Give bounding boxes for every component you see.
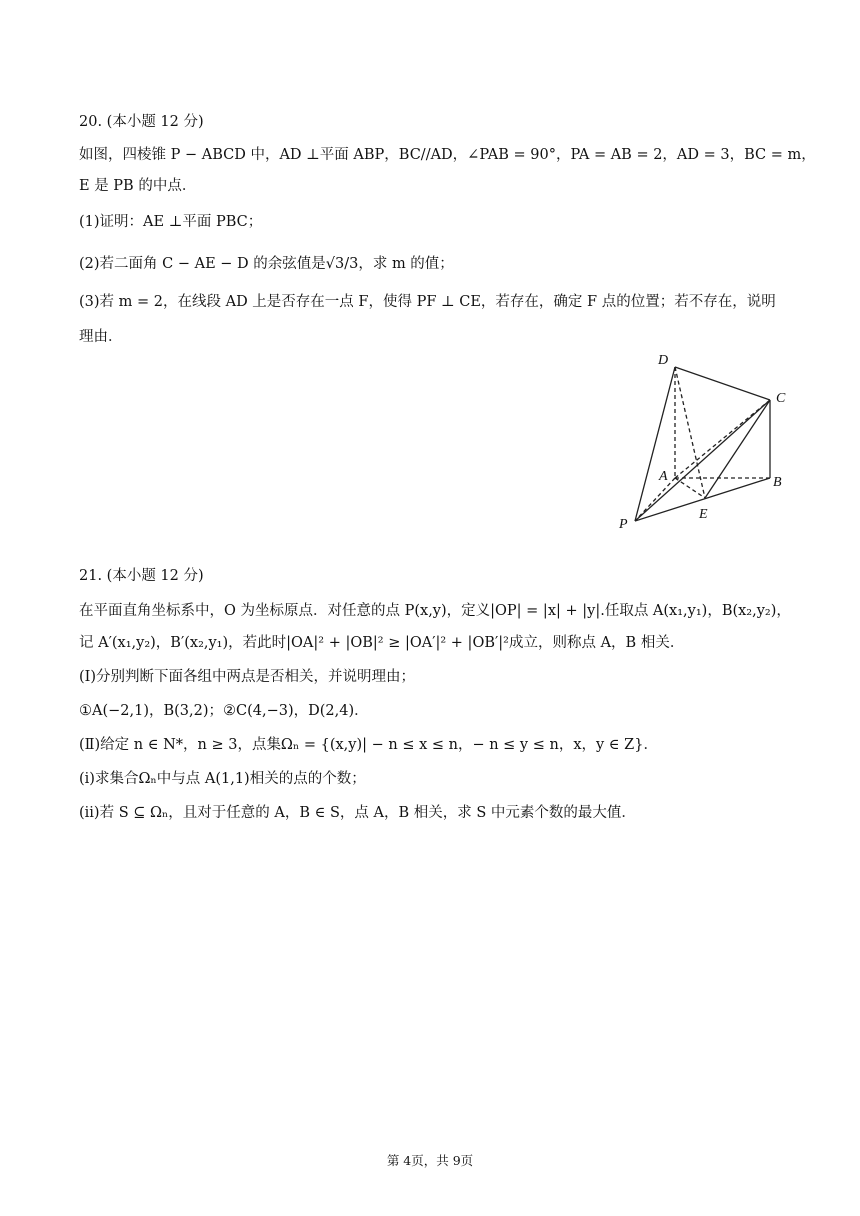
- q20-part2: (2)若二面角 C − AE − D 的余弦值是√3/3，求 m 的值；: [79, 256, 454, 272]
- vertex-label-A: A: [659, 469, 668, 484]
- pyramid-figure: [608, 346, 798, 536]
- q20-part3-line1: (3)若 m = 2，在线段 AD 上是否存在一点 F，使得 PF ⊥ CE，若存在，确定 F 点的位置；若不存在，说明: [79, 294, 776, 310]
- vertex-label-C: C: [776, 391, 786, 406]
- edge-AC: [675, 400, 770, 478]
- page-footer: 第 4页，共 9页: [386, 1153, 474, 1168]
- q21-part2-ii: (ii)若 S ⊆ Ωₙ，且对于任意的 A，B ∈ S，点 A，B 相关，求 S 中元素个数的最大值．: [79, 805, 636, 821]
- q20-stem-line1: 如图，四棱锥 P − ABCD 中，AD ⊥平面 ABP，BC//AD，∠PAB = 90°，PA = AB = 2，AD = 3，BC = m，: [79, 147, 816, 163]
- vertex-label-P: P: [619, 517, 628, 532]
- q20-part1: (1)证明：AE ⊥平面 PBC；: [79, 214, 263, 230]
- vertex-label-B: B: [773, 475, 782, 490]
- vertex-label-D: D: [658, 353, 669, 368]
- edge-CP: [635, 400, 770, 521]
- q21-part1-items: ①A(−2,1)，B(3,2)；②C(4,−3)，D(2,4)．: [79, 703, 369, 719]
- q21-stem-line2: 记 A′(x₁,y₂)，B′(x₂,y₁)，若此时|OA|² + |OB|² ≥ |OA′|² + |OB′|²成立，则称点 A，B 相关．: [79, 635, 685, 651]
- q21-header: 21. (本小题 12 分): [79, 568, 204, 584]
- vertex-label-E: E: [699, 507, 708, 522]
- q21-stem-line1: 在平面直角坐标系中，O 为坐标原点．对任意的点 P(x,y)，定义|OP| = |x| + |y|.任取点 A(x₁,y₁)，B(x₂,y₂)，: [79, 603, 791, 619]
- q21-part2: (Ⅱ)给定 n ∈ N*，n ≥ 3，点集Ωₙ = {(x,y)| − n ≤ x ≤ n，− n ≤ y ≤ n，x，y ∈ Z}．: [79, 737, 658, 753]
- q20-part3-line2: 理由．: [79, 329, 123, 345]
- edge-DC: [675, 367, 770, 400]
- q21-part2-i: (i)求集合Ωₙ中与点 A(1,1)相关的点的个数；: [79, 771, 366, 787]
- edge-DP: [635, 367, 675, 521]
- q20-stem-line2: E 是 PB 的中点．: [79, 178, 197, 194]
- q21-part1: (Ⅰ)分别判断下面各组中两点是否相关，并说明理由；: [79, 669, 416, 685]
- q20-header: 20. (本小题 12 分): [79, 114, 204, 130]
